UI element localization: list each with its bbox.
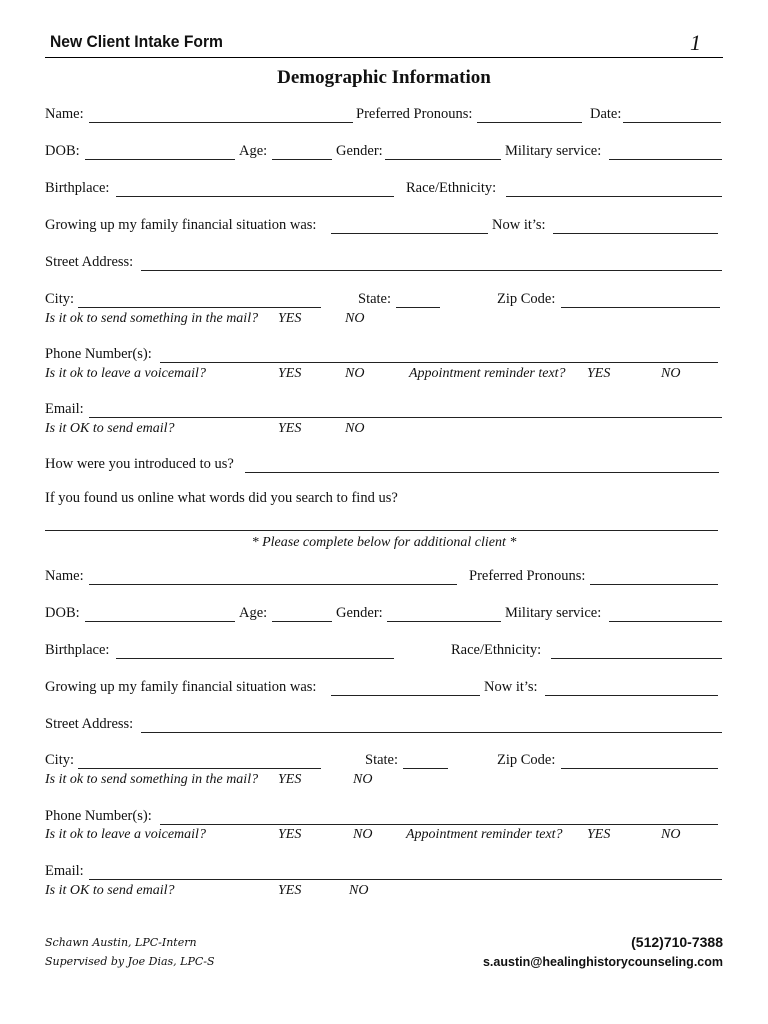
row-email-2 [45, 863, 723, 883]
email-label: Email: [45, 401, 84, 417]
financial-field-2[interactable] [331, 695, 480, 696]
pronouns-field[interactable] [477, 122, 582, 123]
mail-question-row-2 [45, 772, 723, 790]
date-label: Date: [590, 106, 622, 122]
online-field[interactable] [45, 530, 718, 531]
gender-label: Gender: [336, 143, 383, 159]
financial-label: Growing up my family financial situation was: [45, 217, 317, 233]
zip-field-2[interactable] [561, 768, 718, 769]
online-label: If you found us online what words did you search to find us? [45, 490, 398, 506]
now-field[interactable] [553, 233, 718, 234]
state-label-2: State: [365, 752, 399, 768]
form-title: New Client Intake Form [50, 32, 223, 51]
state-field-2[interactable] [403, 768, 448, 769]
mail-question: Is it ok to send something in the mail? [45, 311, 259, 326]
contact-email[interactable]: s.austin@healinghistorycounseling.com [482, 955, 723, 969]
email-question-row [45, 421, 723, 439]
row-introduced [45, 456, 723, 476]
voicemail-question-2: Is it ok to leave a voicemail? [45, 827, 206, 842]
row-dob [45, 143, 723, 163]
city-field-2[interactable] [78, 768, 321, 769]
zip-field[interactable] [561, 307, 720, 308]
name-label: Name: [45, 106, 84, 122]
voicemail-question-row [45, 366, 723, 384]
mail-no-option[interactable]: NO [345, 311, 365, 326]
email-question: Is it OK to send email? [45, 421, 175, 436]
pronouns-label: Preferred Pronouns: [356, 106, 473, 122]
city-field[interactable] [78, 307, 321, 308]
pronouns-field-2[interactable] [590, 584, 718, 585]
mail-no-option-2[interactable]: NO [353, 772, 373, 787]
financial-label-2: Growing up my family financial situation was: [45, 679, 317, 695]
contact-phone: (512)710-7388 [631, 934, 723, 950]
row-name-2 [45, 568, 723, 588]
row-city [45, 291, 723, 311]
row-phone [45, 346, 723, 366]
age-field[interactable] [272, 159, 332, 160]
city-label-2: City: [45, 752, 75, 768]
footer-contact-info [483, 932, 723, 972]
phone-label: Phone Number(s): [45, 346, 152, 362]
email-field[interactable] [89, 417, 722, 418]
page-number: 1 [690, 30, 701, 55]
phone-field[interactable] [160, 362, 718, 363]
street-field[interactable] [141, 270, 722, 271]
voicemail-no-option[interactable]: NO [345, 366, 365, 381]
birthplace-label: Birthplace: [45, 180, 110, 196]
row-street [45, 254, 723, 274]
birthplace-label-2: Birthplace: [45, 642, 110, 658]
row-online [45, 490, 723, 510]
email-field-2[interactable] [89, 879, 722, 880]
pronouns-label-2: Preferred Pronouns: [469, 568, 586, 584]
age-field-2[interactable] [272, 621, 332, 622]
state-field[interactable] [396, 307, 440, 308]
voicemail-no-option-2[interactable]: NO [353, 827, 373, 842]
text-yes-option-2[interactable]: YES [587, 827, 611, 842]
voicemail-question-row-2 [45, 827, 723, 845]
email-label-2: Email: [45, 863, 84, 879]
section-title: Demographic Information [277, 67, 491, 88]
row-phone-2 [45, 808, 723, 828]
row-city-2 [45, 752, 723, 772]
race-field-2[interactable] [551, 658, 722, 659]
race-field[interactable] [506, 196, 722, 197]
text-question-2: Appointment reminder text? [406, 827, 563, 842]
name-field-2[interactable] [89, 584, 457, 585]
military-label: Military service: [505, 143, 602, 159]
introduced-field[interactable] [245, 472, 719, 473]
gender-field-2[interactable] [387, 621, 501, 622]
row-financial [45, 217, 723, 237]
counselor-name: Schawn Austin, LPC-Intern [45, 936, 197, 949]
dob-field-2[interactable] [85, 621, 235, 622]
email-no-option-2[interactable]: NO [349, 883, 369, 898]
row-street-2 [45, 716, 723, 736]
text-yes-option[interactable]: YES [587, 366, 611, 381]
financial-field[interactable] [331, 233, 488, 234]
row-birthplace-2 [45, 642, 723, 662]
now-label: Now it’s: [492, 217, 546, 233]
phone-label-2: Phone Number(s): [45, 808, 152, 824]
age-label-2: Age: [239, 605, 268, 621]
row-birthplace [45, 180, 723, 200]
age-label: Age: [239, 143, 268, 159]
zip-label-2: Zip Code: [497, 752, 556, 768]
email-no-option[interactable]: NO [345, 421, 365, 436]
additional-client-note: * Please complete below for additional client * [251, 535, 517, 550]
dob-label: DOB: [45, 143, 80, 159]
birthplace-field-2[interactable] [116, 658, 394, 659]
text-no-option-2[interactable]: NO [661, 827, 681, 842]
name-field[interactable] [89, 122, 353, 123]
text-question: Appointment reminder text? [409, 366, 566, 381]
military-field[interactable] [609, 159, 722, 160]
dob-field[interactable] [85, 159, 235, 160]
state-label: State: [358, 291, 392, 307]
voicemail-question: Is it ok to leave a voicemail? [45, 366, 206, 381]
email-question-2: Is it OK to send email? [45, 883, 175, 898]
birthplace-field[interactable] [116, 196, 394, 197]
military-field-2[interactable] [609, 621, 722, 622]
street-label-2: Street Address: [45, 716, 134, 732]
race-label: Race/Ethnicity: [406, 180, 497, 196]
dob-label-2: DOB: [45, 605, 80, 621]
mail-question-row [45, 311, 723, 329]
email-question-row-2 [45, 883, 723, 901]
footer-counselor-info [45, 933, 215, 971]
row-financial-2 [45, 679, 723, 699]
military-label-2: Military service: [505, 605, 602, 621]
city-label: City: [45, 291, 75, 307]
email-yes-option[interactable]: YES [278, 421, 302, 436]
street-label: Street Address: [45, 254, 134, 270]
phone-field-2[interactable] [160, 824, 718, 825]
row-email [45, 401, 723, 421]
header-rule [45, 57, 723, 58]
supervisor-name: Supervised by Joe Dias, LPC-S [45, 955, 215, 968]
mail-yes-option[interactable]: YES [278, 311, 302, 326]
name-label-2: Name: [45, 568, 84, 584]
introduced-label: How were you introduced to us? [45, 456, 234, 472]
street-field-2[interactable] [141, 732, 722, 733]
row-name [45, 106, 723, 126]
voicemail-yes-option-2[interactable]: YES [278, 827, 302, 842]
date-field[interactable] [623, 122, 721, 123]
mail-question-2: Is it ok to send something in the mail? [45, 772, 259, 787]
zip-label: Zip Code: [497, 291, 556, 307]
race-label-2: Race/Ethnicity: [451, 642, 542, 658]
now-label-2: Now it’s: [484, 679, 538, 695]
gender-label-2: Gender: [336, 605, 383, 621]
gender-field[interactable] [385, 159, 501, 160]
row-dob-2 [45, 605, 723, 625]
voicemail-yes-option[interactable]: YES [278, 366, 302, 381]
text-no-option[interactable]: NO [661, 366, 681, 381]
email-yes-option-2[interactable]: YES [278, 883, 302, 898]
now-field-2[interactable] [545, 695, 718, 696]
mail-yes-option-2[interactable]: YES [278, 772, 302, 787]
